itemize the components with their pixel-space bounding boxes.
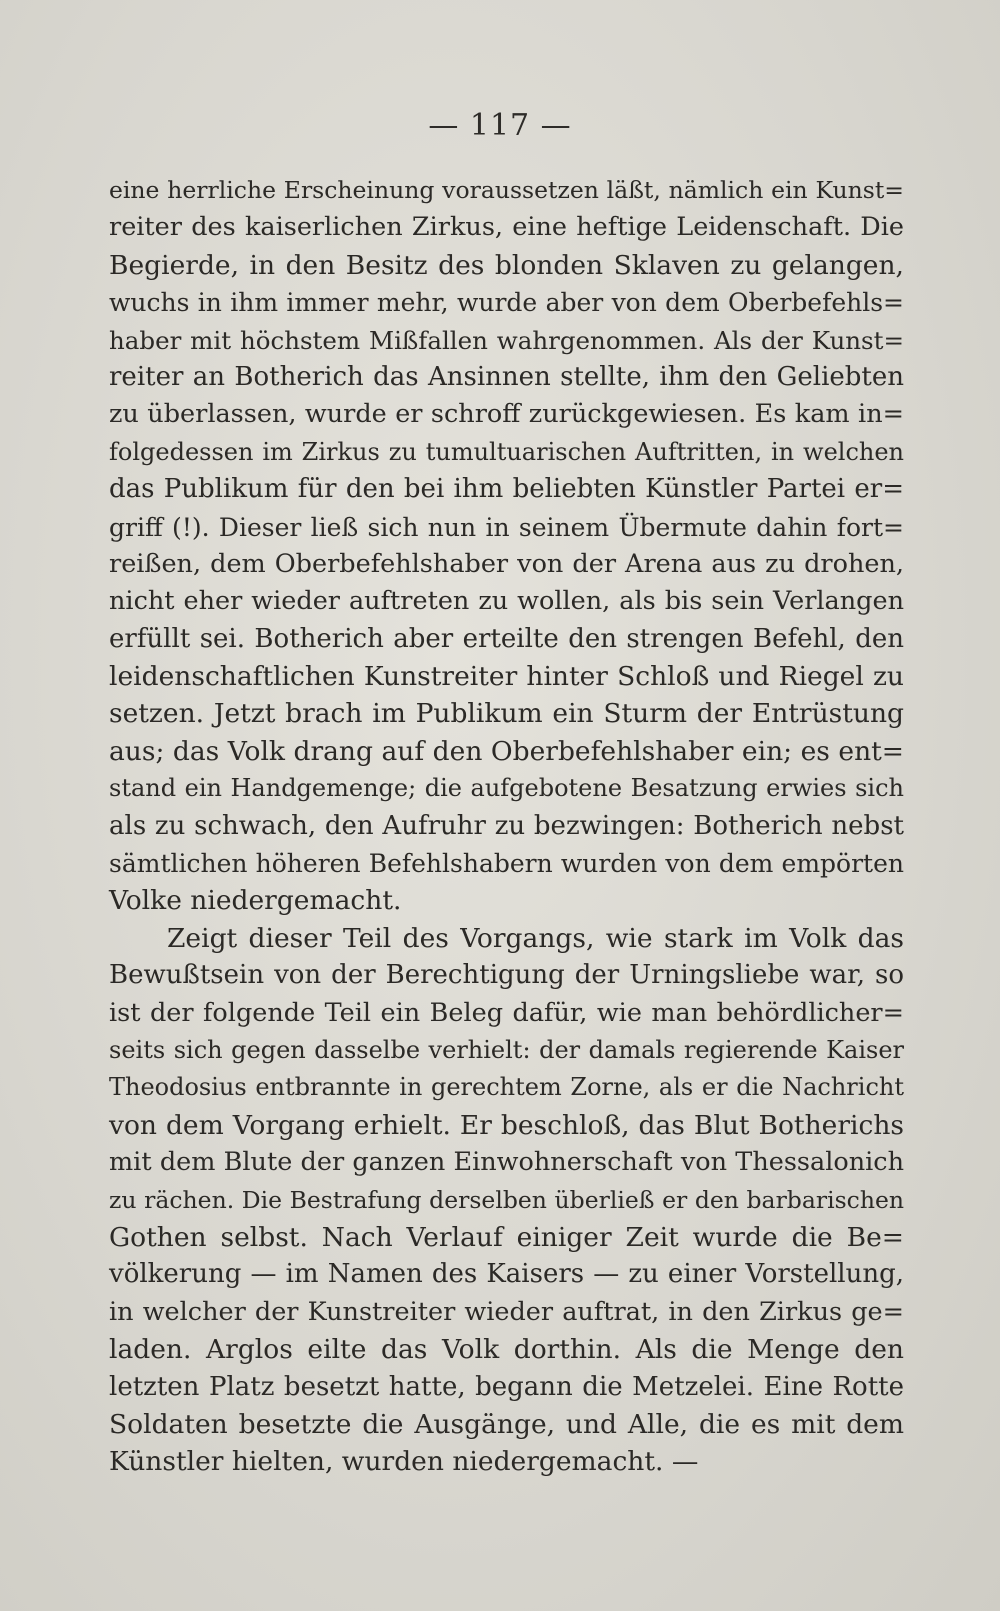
text-line: letzten Platz besetzt hatte, begann die Metzelei. Eine Rotte xyxy=(109,1371,904,1402)
text-line: stand ein Handgemenge; die aufgebotene Besatzung erwies sich xyxy=(109,774,904,803)
text-line: reiter an Botherich das Ansinnen stellte, ihm den Geliebten xyxy=(109,361,904,392)
text-line: aus; das Volk drang auf den Oberbefehlshaber ein; es ent= xyxy=(109,735,904,767)
text-line: zu überlassen, wurde er schroff zurückgewiesen. Es kam in= xyxy=(109,399,904,430)
text-line: griff (!). Dieser ließ sich nun in seinem Übermute dahin fort= xyxy=(109,512,904,542)
text-line: Gothen selbst. Nach Verlauf einiger Zeit wurde die Be= xyxy=(109,1221,904,1253)
text-line: Begierde, in den Besitz des blonden Sklaven zu gelangen, xyxy=(109,249,904,281)
text-line: eine herrliche Erscheinung voraussetzen läßt, nämlich ein Kunst= xyxy=(109,176,904,204)
text-line: Soldaten besetzte die Ausgänge, und Alle, die es mit dem xyxy=(109,1408,904,1440)
text-line: laden. Arglos eilte das Volk dorthin. Als die Menge den xyxy=(109,1334,904,1366)
text-line: Bewußtsein von der Berechtigung der Urningsliebe war, so xyxy=(109,960,904,991)
text-line: mit dem Blute der ganzen Einwohnerschaft von Thessalonich xyxy=(109,1147,904,1178)
text-line: von dem Vorgang erhielt. Er beschloß, das Blut Botherichs xyxy=(109,1109,904,1141)
text-line: Künstler hielten, wurden niedergemacht. — xyxy=(109,1446,699,1478)
text-line: Zeigt dieser Teil des Vorgangs, wie stark im Volk das xyxy=(167,922,904,954)
text-line: ist der folgende Teil ein Beleg dafür, wie man behördlicher= xyxy=(109,997,904,1028)
body-text xyxy=(109,172,904,1481)
text-line: völkerung — im Namen des Kaisers — zu einer Vorstellung, xyxy=(109,1259,904,1290)
text-line: seits sich gegen dasselbe verhielt: der damals regierende Kaiser xyxy=(109,1035,904,1064)
text-line: nicht eher wieder auftreten zu wollen, als bis sein Verlangen xyxy=(109,586,904,617)
page-number: — 117 — xyxy=(428,108,572,143)
text-line: sämtlichen höheren Befehlshabern wurden von dem empörten xyxy=(109,849,904,879)
text-line: das Publikum für den bei ihm beliebten Künstler Partei er= xyxy=(109,474,904,505)
text-line: als zu schwach, den Aufruhr zu bezwingen: Botherich nebst xyxy=(109,810,904,841)
text-line: in welcher der Kunstreiter wieder auftrat, in den Zirkus ge= xyxy=(109,1296,904,1327)
text-line: Theodosius entbrannte in gerechtem Zorne, als er die Nachricht xyxy=(109,1073,904,1102)
text-line: erfüllt sei. Botherich aber erteilte den strengen Befehl, den xyxy=(109,623,904,654)
text-line: reißen, dem Oberbefehlshaber von der Arena aus zu drohen, xyxy=(109,548,904,579)
text-line: leidenschaftlichen Kunstreiter hinter Schloß und Riegel zu xyxy=(109,661,904,693)
text-line: reiter des kaiserlichen Zirkus, eine heftige Leidenschaft. Die xyxy=(109,212,904,243)
text-line: Volke niedergemacht. xyxy=(109,885,402,917)
text-line: haber mit höchstem Mißfallen wahrgenommen. Als der Kunst= xyxy=(109,325,904,355)
text-line: wuchs in ihm immer mehr, wurde aber von dem Oberbefehls= xyxy=(109,288,904,318)
text-line: setzen. Jetzt brach im Publikum ein Sturm der Entrüstung xyxy=(109,698,904,730)
text-line: zu rächen. Die Bestrafung derselben überließ er den barbarischen xyxy=(109,1185,904,1214)
text-line: folgedessen im Zirkus zu tumultuarischen Auftritten, in welchen xyxy=(109,437,904,466)
